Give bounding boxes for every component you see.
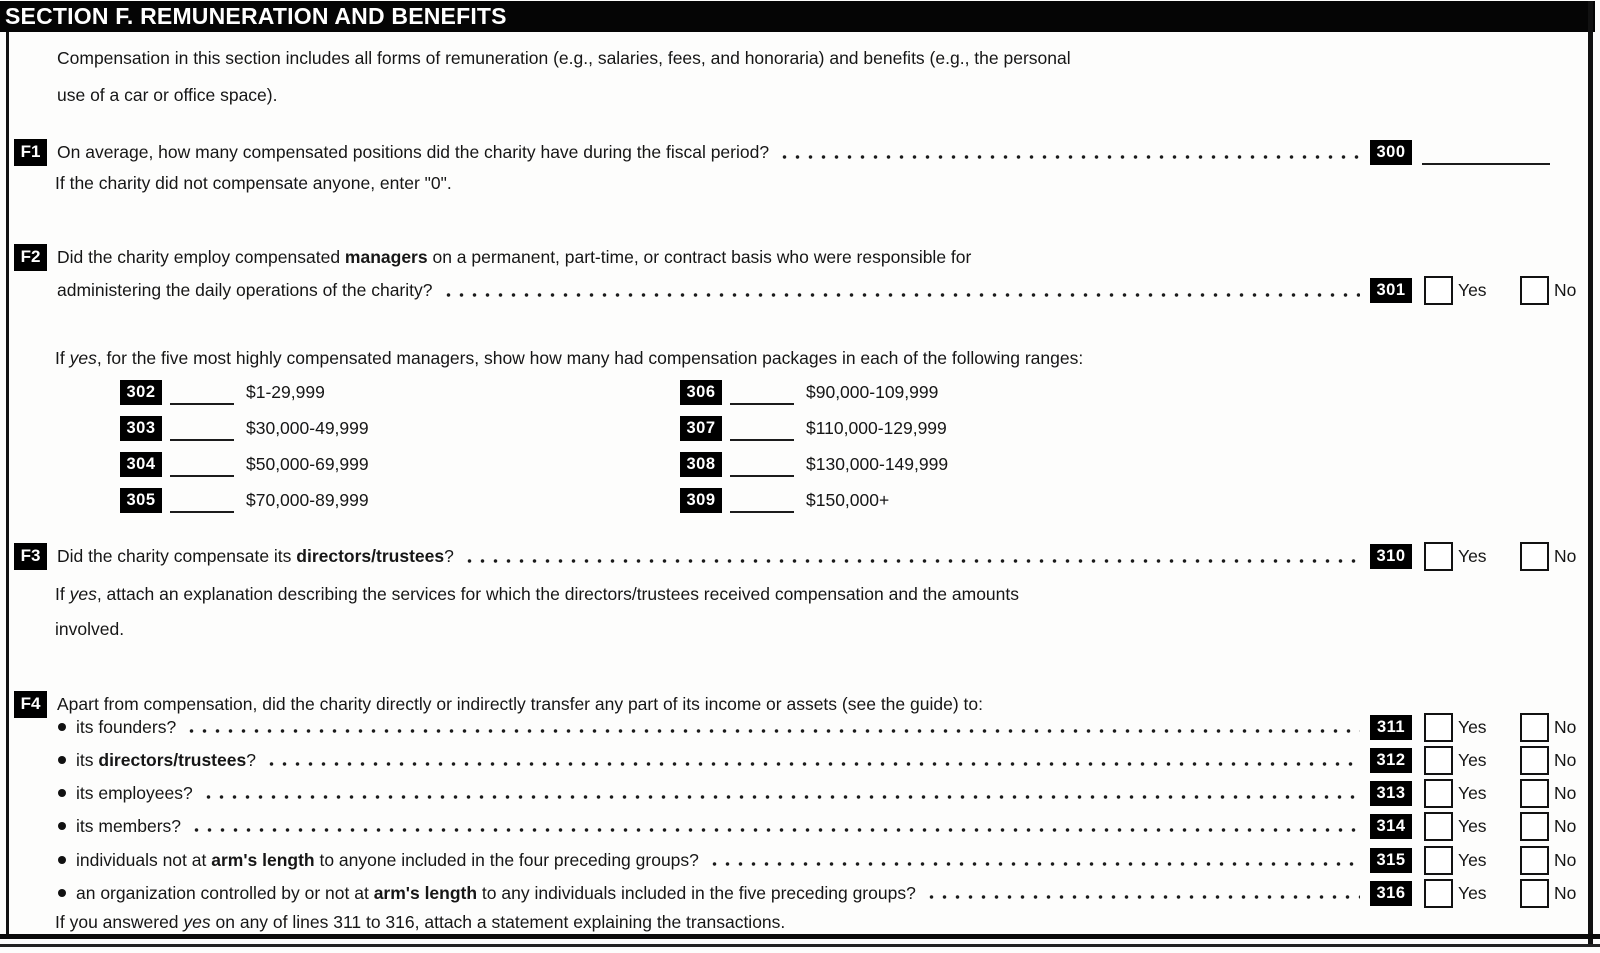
- line-309-badge: 309: [680, 488, 722, 513]
- f1-question-text: On average, how many compensated positions did the charity have during the fiscal period?: [57, 141, 770, 162]
- dot-leader: [265, 762, 1360, 766]
- line-316-badge: 316: [1370, 881, 1412, 906]
- line-315-badge: 315: [1370, 848, 1412, 873]
- dot-leader: [925, 895, 1360, 899]
- dot-leader: [190, 828, 1360, 832]
- range-303-field[interactable]: [170, 419, 234, 441]
- bottom-border-line: [0, 934, 1600, 939]
- yes-label-316: Yes: [1458, 882, 1487, 903]
- f4-item-315-bold: arm's length: [211, 849, 315, 870]
- yes-label-314: Yes: [1458, 815, 1487, 836]
- no-checkbox-301[interactable]: [1520, 276, 1549, 305]
- no-checkbox-310[interactable]: [1520, 542, 1549, 571]
- yes-checkbox-310[interactable]: [1424, 542, 1453, 571]
- f4-item-316-post: to any individuals included in the five preceding groups?: [477, 882, 916, 903]
- f1-answer-field[interactable]: [1422, 143, 1550, 165]
- range-306-label: $90,000-109,999: [806, 381, 939, 402]
- range-302-field[interactable]: [170, 383, 234, 405]
- line-304-badge: 304: [120, 452, 162, 477]
- no-label-315: No: [1554, 849, 1577, 870]
- dot-leader: [778, 155, 1360, 159]
- bullet-icon: [58, 789, 66, 797]
- f4-item-row-312: [14, 745, 1582, 775]
- line-310-badge: 310: [1370, 544, 1412, 569]
- yes-label-301: Yes: [1458, 279, 1487, 300]
- section-header-bar: [0, 1, 1595, 32]
- range-307-label: $110,000-129,999: [806, 417, 947, 438]
- f2-question-row-1: [14, 241, 1550, 273]
- f3-note-line2: involved.: [55, 619, 125, 639]
- no-checkbox-316[interactable]: [1520, 879, 1549, 908]
- range-305-label: $70,000-89,999: [246, 489, 369, 510]
- f3-note1-italic: yes: [69, 584, 97, 604]
- no-checkbox-315[interactable]: [1520, 846, 1549, 875]
- dot-leader: [185, 729, 1360, 733]
- range-305-field[interactable]: [170, 491, 234, 513]
- no-label-314: No: [1554, 815, 1577, 836]
- f2-question-row-2: [14, 274, 1582, 306]
- f4-header-text: Apart from compensation, did the charity directly or indirectly transfer any part of its income or assets (see the guide) to:: [57, 693, 983, 714]
- bullet-icon: [58, 822, 66, 830]
- range-309-label: $150,000+: [806, 489, 890, 510]
- line-314-badge: 314: [1370, 814, 1412, 839]
- f4-item-316-pre: an organization controlled by or not at: [76, 882, 374, 903]
- no-label-313: No: [1554, 782, 1577, 803]
- yes-checkbox-301[interactable]: [1424, 276, 1453, 305]
- f3-question-text: [57, 546, 454, 567]
- yes-label-312: Yes: [1458, 749, 1487, 770]
- range-304-field[interactable]: [170, 455, 234, 477]
- intro-text-line1: Compensation in this section includes all forms of remuneration (e.g., salaries, fees, and honoraria) and benefits (e.g., the personal: [57, 48, 1071, 68]
- f4-item-313-text: [76, 783, 193, 804]
- no-label-310: No: [1554, 545, 1577, 566]
- bullet-icon: [58, 756, 66, 764]
- no-label-301: No: [1554, 279, 1577, 300]
- right-border-line: [1588, 1, 1593, 944]
- f4-item-313-pre: its employees?: [76, 782, 193, 803]
- no-checkbox-314[interactable]: [1520, 812, 1549, 841]
- no-checkbox-313[interactable]: [1520, 779, 1549, 808]
- f2-question-line1: [57, 247, 971, 268]
- f4-item-316-text: [76, 883, 916, 904]
- yes-checkbox-313[interactable]: [1424, 779, 1453, 808]
- range-308-field[interactable]: [730, 455, 794, 477]
- yes-label-310: Yes: [1458, 545, 1487, 566]
- yes-checkbox-314[interactable]: [1424, 812, 1453, 841]
- yes-checkbox-312[interactable]: [1424, 746, 1453, 775]
- f4-item-311-text: [76, 717, 176, 738]
- dot-leader: [708, 862, 1360, 866]
- range-row-306: [680, 377, 938, 407]
- line-301-badge: 301: [1370, 278, 1412, 303]
- f4-badge: F4: [14, 691, 47, 718]
- f4-item-312-text: [76, 750, 256, 771]
- range-309-field[interactable]: [730, 491, 794, 513]
- dot-leader: [463, 559, 1360, 563]
- no-label-316: No: [1554, 882, 1577, 903]
- no-checkbox-311[interactable]: [1520, 713, 1549, 742]
- f3-q-post: ?: [444, 545, 454, 566]
- line-305-badge: 305: [120, 488, 162, 513]
- f4-item-312-pre: its: [76, 749, 99, 770]
- bullet-icon: [58, 889, 66, 897]
- f4-item-row-311: [14, 712, 1582, 742]
- f3-badge: F3: [14, 543, 47, 570]
- line-312-badge: 312: [1370, 748, 1412, 773]
- range-row-305: [120, 485, 369, 515]
- line-303-badge: 303: [120, 416, 162, 441]
- f2-ifyes-post: , for the five most highly compensated managers, show how many had compensation packages in each of the following ranges:: [96, 348, 1084, 368]
- f2-ifyes-text: [55, 348, 1083, 369]
- f2-ifyes-pre: If: [55, 348, 70, 368]
- f2-badge: F2: [14, 244, 47, 271]
- yes-label-315: Yes: [1458, 849, 1487, 870]
- range-row-303: [120, 413, 369, 443]
- range-302-label: $1-29,999: [246, 381, 325, 402]
- f3-note-line1: [55, 584, 1019, 605]
- f1-note: If the charity did not compensate anyone, enter "0".: [55, 173, 452, 193]
- line-300-badge: 300: [1370, 140, 1412, 165]
- f2-q1-bold: managers: [344, 246, 428, 267]
- f4-item-row-313: [14, 778, 1582, 808]
- yes-checkbox-311[interactable]: [1424, 713, 1453, 742]
- no-label-312: No: [1554, 749, 1577, 770]
- f2-question-line2: administering the daily operations of the charity?: [57, 279, 433, 300]
- dot-leader: [442, 293, 1361, 297]
- f3-question-row: [14, 540, 1582, 572]
- f4-item-316-bold: arm's length: [373, 882, 478, 903]
- line-306-badge: 306: [680, 380, 722, 405]
- left-border-line: [6, 32, 9, 934]
- f1-badge: F1: [14, 139, 47, 166]
- yes-label-311: Yes: [1458, 716, 1487, 737]
- f2-q1-pre: Did the charity employ compensated: [57, 246, 345, 267]
- bullet-icon: [58, 723, 66, 731]
- section-title: SECTION F. REMUNERATION AND BENEFITS: [5, 3, 507, 29]
- intro-text-line2: use of a car or office space).: [57, 85, 278, 105]
- no-label-311: No: [1554, 716, 1577, 737]
- dot-leader: [202, 795, 1360, 799]
- f2-q1-post: on a permanent, part-time, or contract basis who were responsible for: [427, 246, 972, 267]
- f4-item-314-pre: its members?: [76, 815, 182, 836]
- range-307-field[interactable]: [730, 419, 794, 441]
- range-row-308: [680, 449, 948, 479]
- f4-item-312-bold: directors/trustees: [98, 749, 247, 770]
- f4-item-314-text: [76, 816, 181, 837]
- line-311-badge: 311: [1370, 715, 1412, 740]
- f3-q-pre: Did the charity compensate its: [57, 545, 297, 566]
- line-302-badge: 302: [120, 380, 162, 405]
- f4-item-315-pre: individuals not at: [76, 849, 212, 870]
- f4-item-315-text: [76, 850, 699, 871]
- f4-item-row-315: [14, 845, 1582, 875]
- range-row-304: [120, 449, 369, 479]
- bullet-icon: [58, 856, 66, 864]
- range-308-label: $130,000-149,999: [806, 453, 949, 474]
- f4-footer-italic: yes: [183, 912, 211, 932]
- range-306-field[interactable]: [730, 383, 794, 405]
- range-row-309: [680, 485, 889, 515]
- line-313-badge: 313: [1370, 781, 1412, 806]
- f4-item-311-pre: its founders?: [76, 716, 177, 737]
- f3-note1-post: , attach an explanation describing the services for which the directors/trustees received compensation and the amounts: [96, 584, 1020, 604]
- range-row-302: [120, 377, 325, 407]
- f2-ifyes-italic: yes: [69, 348, 97, 368]
- f1-question-row: [14, 136, 1550, 168]
- f3-note1-pre: If: [55, 584, 70, 604]
- f4-footer-post: on any of lines 311 to 316, attach a statement explaining the transactions.: [210, 912, 786, 932]
- f4-item-row-314: [14, 811, 1582, 841]
- bottom-border-line-2: [0, 944, 1600, 947]
- no-checkbox-312[interactable]: [1520, 746, 1549, 775]
- f4-footer-note: [55, 912, 785, 933]
- f3-q-bold: directors/trustees: [296, 545, 445, 566]
- line-307-badge: 307: [680, 416, 722, 441]
- f4-item-315-post: to anyone included in the four preceding groups?: [314, 849, 699, 870]
- line-308-badge: 308: [680, 452, 722, 477]
- range-304-label: $50,000-69,999: [246, 453, 369, 474]
- f4-item-312-post: ?: [246, 749, 256, 770]
- f4-item-row-316: [14, 878, 1582, 908]
- range-row-307: [680, 413, 947, 443]
- range-303-label: $30,000-49,999: [246, 417, 369, 438]
- yes-label-313: Yes: [1458, 782, 1487, 803]
- f4-footer-pre: If you answered: [55, 912, 184, 932]
- yes-checkbox-315[interactable]: [1424, 846, 1453, 875]
- yes-checkbox-316[interactable]: [1424, 879, 1453, 908]
